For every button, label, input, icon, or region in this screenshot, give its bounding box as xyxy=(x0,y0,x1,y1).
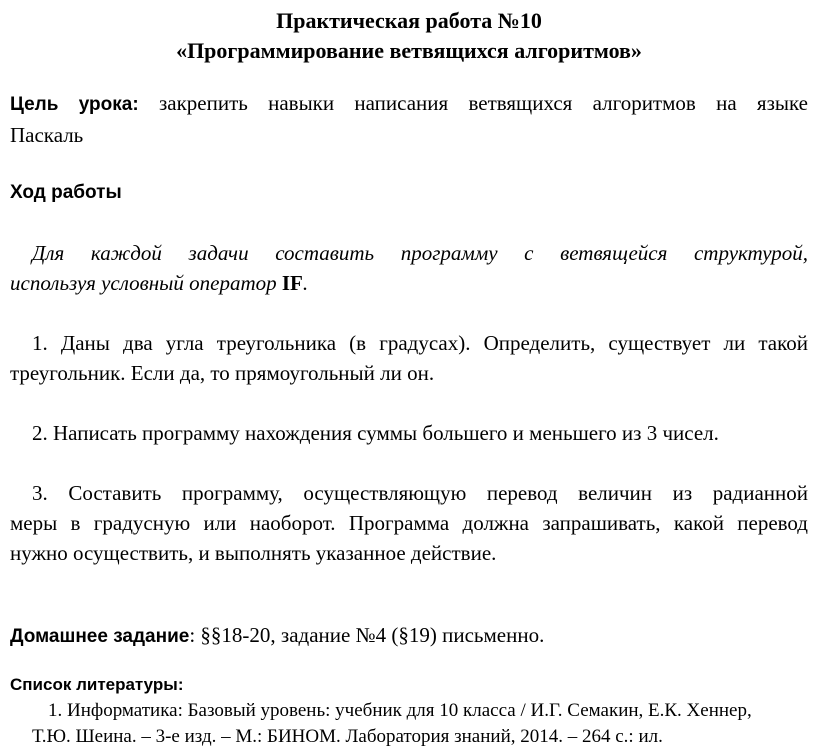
task-2 xyxy=(10,418,808,448)
lesson-goal xyxy=(10,88,808,150)
lesson-goal-line-1 xyxy=(10,88,808,120)
instruction xyxy=(10,238,808,298)
homework xyxy=(10,620,808,652)
task-3-line-2: меры в градусную или наоборот. Программа должна запрашивать, какой перевод xyxy=(10,511,808,535)
document-title: Практическая работа №10 xyxy=(276,8,542,33)
instruction-line-2 xyxy=(10,268,808,298)
task-2-line-1: 2. Написать программу нахождения суммы большего и меньшего из 3 чисел. xyxy=(32,421,719,445)
task-1-line-2: треугольник. Если да, то прямоугольный ли он. xyxy=(10,361,435,385)
operator-keyword: IF xyxy=(281,271,303,295)
document-page xyxy=(10,0,808,750)
instruction-line-1: Для каждой задачи составить программу с ветвящейся структурой, xyxy=(32,241,808,265)
instruction-suffix: . xyxy=(302,271,309,295)
references-title: Список литературы: xyxy=(10,675,184,694)
reference-item-line-2: Т.Ю. Шеина. – 3-е изд. – М.: БИНОМ. Лаборатория знаний, 2014. – 264 с.: ил. xyxy=(32,726,663,747)
lesson-goal-text: закрепить навыки написания ветвящихся алгоритмов на языке xyxy=(158,91,808,115)
homework-text: : §§18-20, задание №4 (§19) письменно. xyxy=(189,623,545,647)
reference-item-line-1: 1. Информатика: Базовый уровень: учебник для 10 класса / И.Г. Семакин, Е.К. Хеннер, xyxy=(48,700,752,721)
instruction-prefix: используя условный оператор xyxy=(10,271,277,295)
task-3-line-1: 3. Составить программу, осуществляющую перевод величин из радианной xyxy=(32,481,808,505)
task-1 xyxy=(10,328,808,388)
homework-label: Домашнее задание xyxy=(10,626,190,647)
document-subtitle: «Программирование ветвящихся алгоритмов» xyxy=(176,38,642,63)
task-3 xyxy=(10,478,808,568)
reference-item xyxy=(10,698,808,750)
lesson-goal-label: Цель урока: xyxy=(10,94,139,115)
lesson-goal-line-2: Паскаль xyxy=(10,123,84,147)
task-3-line-3: нужно осуществить, и выполнять указанное действие. xyxy=(10,541,497,565)
task-1-line-1: 1. Даны два угла треугольника (в градусах). Определить, существует ли такой xyxy=(32,331,808,355)
progress-heading: Ход работы xyxy=(10,182,122,203)
